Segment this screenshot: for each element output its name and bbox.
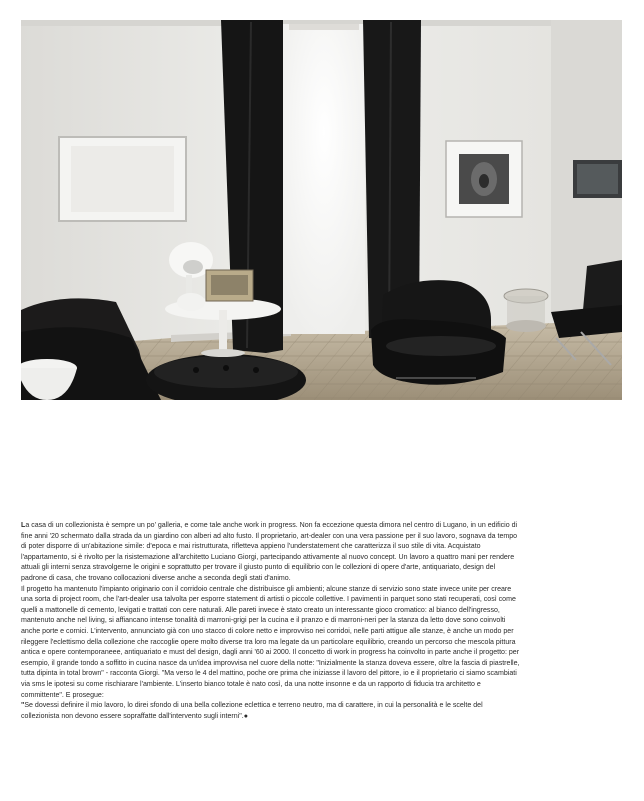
interior-photo (21, 20, 622, 400)
article-paragraph-1 (21, 521, 521, 585)
quote-text: Se dovessi definire il mio lavoro, lo direi sfondo di una bella collezione eclettica e terreno neutro, ma di carattere, in cui la personalità e le scelte del collezionista non devono essere sopraffatte dall'intervento sugli interni". (21, 702, 483, 720)
article-quote (21, 701, 521, 722)
article-body (21, 521, 521, 722)
end-mark-icon: ● (243, 712, 248, 720)
drop-cap: L (21, 522, 26, 529)
article-paragraph-2 (21, 585, 521, 702)
interior-living-room-photo (21, 20, 622, 400)
quote-mark: " (21, 702, 25, 710)
paragraph-1-text: a casa di un collezionista è sempre un po' galleria, e come tale anche work in progress. Non fa eccezione questa dimora nel centro di Lugano, in un edificio di fine anni '20 schermato dalla strada da un giardino con alberi ad alto fusto. Il proprietario, art-dealer con una vera passione per il suo lavoro, sognava da tempo di poter disporre di un'abitazione simile: d'epoca e mai ristrutturata, riflettevа appieno l'understatement che caratterizza il suo stile di vita. Acquistato l'appartamento, si è rivolto per la risistemazione all'architetto Luciano Giorgi, partecipando attivamente al nuovo concept. Un lavoro a quattro mani per rendere attuali gli interni senza stravolgerne le origini e soprattutto per trovare il giusto punto di equilibrio con le collezioni di opere d'arte, antiquariato, design del padrone di casa, che trovano collocazioni diverse anche a seconda degli stati d'animo. (21, 522, 518, 582)
paragraph-2-text: Il progetto ha mantenuto l'impianto originario con il corridoio centrale che distribuisce gli ambienti; alcune stanze di servizio sono state invece unite per creare una sorta di project room, che l'art-dealer usa talvolta per esporre statement di artisti o piccole collettive. I pavimenti in parquet sono stati recuperati, così come quelli a mattonelle di cemento, levigati e trattati con cere naturali. Alle pareti invece è stato creato un interessante gioco cromatico: al bianco dell'ingresso, mantenuto anche nel living, si affiancano intense tonalità di marroni-grigi per la cucina e il pranzo e di marroni-neri per la stanza da letto dove sono coinvolti anche porte e cornici. L'intervento, annunciato già con uno stacco di colore netto e improvviso nei corridoi, nelle parti attigue alle stanze, è anche un modo per rileggere l'eclettismo della collezione che raccoglie opere molto diverse tra loro ma legate da un particolare equilibrio, creando un percorso che mescola pittura antica e opere contemporaneee, antiquariato e must del design, dagli anni '60 ai 2000. Il concetto di work in progress ha coinvolto in parte anche il progetto: per esempio, il grande tondo a soffitto in cucina nasce da un'idea improvvisa nel cuore della notte: "Inizialmente la stanza doveva essere, oltre la fascia di piastrelle, tutta dipinta in total brown" - racconta Giorgi. "Ma verso le 4 del mattino, poche ore prima che iniziasse il lavoro del pittore, io e il proprietario ci siamo scambiati via sms le ipotesi su come rischiarare l'ambiente. L'inserto bianco totale è nato così, da una notte insonne e da un rapporto di fiducia tra architetto e committente". E prosegue: (21, 585, 520, 699)
